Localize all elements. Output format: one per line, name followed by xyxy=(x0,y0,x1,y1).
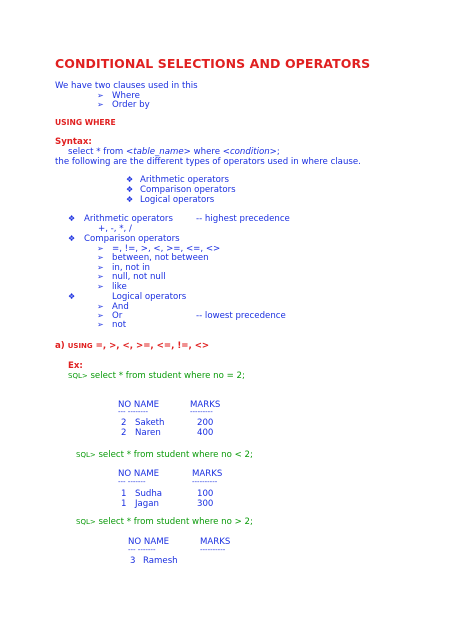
arrow-bullet-icon: ➢ xyxy=(97,263,104,272)
result-header: NO NAME xyxy=(118,400,160,410)
arrow-bullet-icon: ➢ xyxy=(97,91,104,100)
syntax-line: select * from <table_name> where <condition>; xyxy=(68,147,280,157)
comp-item: =, !=, >, <, >=, <=, <> xyxy=(112,244,221,254)
result-header-marks: MARKS xyxy=(192,469,223,479)
comp-item: like xyxy=(112,282,127,292)
syntax-description: the following are the different types of operators used in where clause. xyxy=(55,157,361,167)
arrow-bullet-icon: ➢ xyxy=(97,311,104,320)
prec-logical: Logical operators xyxy=(112,292,187,302)
comp-item: in, not in xyxy=(112,263,150,273)
result-header-marks: MARKS xyxy=(200,537,231,547)
syntax-label: Syntax: xyxy=(55,137,92,147)
prec-lowest: -- lowest precedence xyxy=(196,311,286,321)
result-dashes: --- -------- xyxy=(118,408,149,416)
arrow-bullet-icon: ➢ xyxy=(97,253,104,262)
table-row-name: Saketh xyxy=(135,418,165,428)
table-row-marks: 300 xyxy=(197,499,214,509)
table-row-marks: 100 xyxy=(197,489,214,499)
op-type-arithmetic: Arithmetic operators xyxy=(140,175,229,185)
diamond-bullet-icon: ❖ xyxy=(126,195,134,204)
diamond-bullet-icon: ❖ xyxy=(126,185,134,194)
diamond-bullet-icon: ❖ xyxy=(126,175,134,184)
table-row-name: Sudha xyxy=(135,489,163,499)
arrow-bullet-icon: ➢ xyxy=(97,320,104,329)
example-label: Ex: xyxy=(68,361,83,371)
comp-item: between, not between xyxy=(112,253,209,263)
table-row-name: Jagan xyxy=(135,499,159,509)
result-dashes: --------- xyxy=(190,408,213,416)
diamond-bullet-icon: ❖ xyxy=(68,214,76,223)
result-dashes: ---------- xyxy=(192,478,218,486)
logical-item: not xyxy=(112,320,127,330)
diamond-bullet-icon: ❖ xyxy=(68,234,76,243)
result-dashes: --- ------- xyxy=(118,478,146,486)
arrow-bullet-icon: ➢ xyxy=(97,244,104,253)
result-header-marks: MARKS xyxy=(190,400,221,410)
comp-item: null, not null xyxy=(112,272,166,282)
table-row-marks: 400 xyxy=(197,428,214,438)
table-row-name: Naren xyxy=(135,428,161,438)
clause-order-by: Order by xyxy=(112,100,150,110)
result-dashes: --- ------- xyxy=(128,546,156,554)
arrow-bullet-icon: ➢ xyxy=(97,100,104,109)
prec-arith-ops: +, -, *, / xyxy=(98,224,132,234)
arrow-bullet-icon: ➢ xyxy=(97,272,104,281)
table-row-no: 2 xyxy=(121,418,127,428)
prec-arithmetic: Arithmetic operators xyxy=(84,214,173,224)
clause-where: Where xyxy=(112,91,140,101)
diamond-bullet-icon: ❖ xyxy=(68,292,76,301)
section-a-heading: a) USING =, >, <, >=, <=, !=, <> xyxy=(55,341,210,351)
table-row-marks: 200 xyxy=(197,418,214,428)
arrow-bullet-icon: ➢ xyxy=(97,302,104,311)
table-row-name: Ramesh xyxy=(143,556,178,566)
prec-comparison: Comparison operators xyxy=(84,234,180,244)
using-where-heading: USING WHERE xyxy=(55,118,116,127)
sql-query: SQL> select * from student where no < 2; xyxy=(76,450,253,460)
logical-item: And xyxy=(112,302,129,312)
logical-item: Or xyxy=(112,311,123,321)
op-type-logical: Logical operators xyxy=(140,195,215,205)
op-type-comparison: Comparison operators xyxy=(140,185,236,195)
result-dashes: ---------- xyxy=(200,546,226,554)
prec-highest: -- highest precedence xyxy=(196,214,290,224)
table-row-no: 1 xyxy=(121,499,127,509)
table-row-no: 1 xyxy=(121,489,127,499)
table-row-no: 2 xyxy=(121,428,127,438)
result-header: NO NAME xyxy=(118,469,160,479)
page-title: CONDITIONAL SELECTIONS AND OPERATORS xyxy=(55,56,371,71)
table-row-no: 3 xyxy=(130,556,136,566)
intro-text: We have two clauses used in this xyxy=(55,81,198,91)
result-header: NO NAME xyxy=(128,537,170,547)
sql-query: SQL> select * from student where no > 2; xyxy=(76,517,253,527)
sql-query: SQL> select * from student where no = 2; xyxy=(68,371,245,381)
arrow-bullet-icon: ➢ xyxy=(97,282,104,291)
